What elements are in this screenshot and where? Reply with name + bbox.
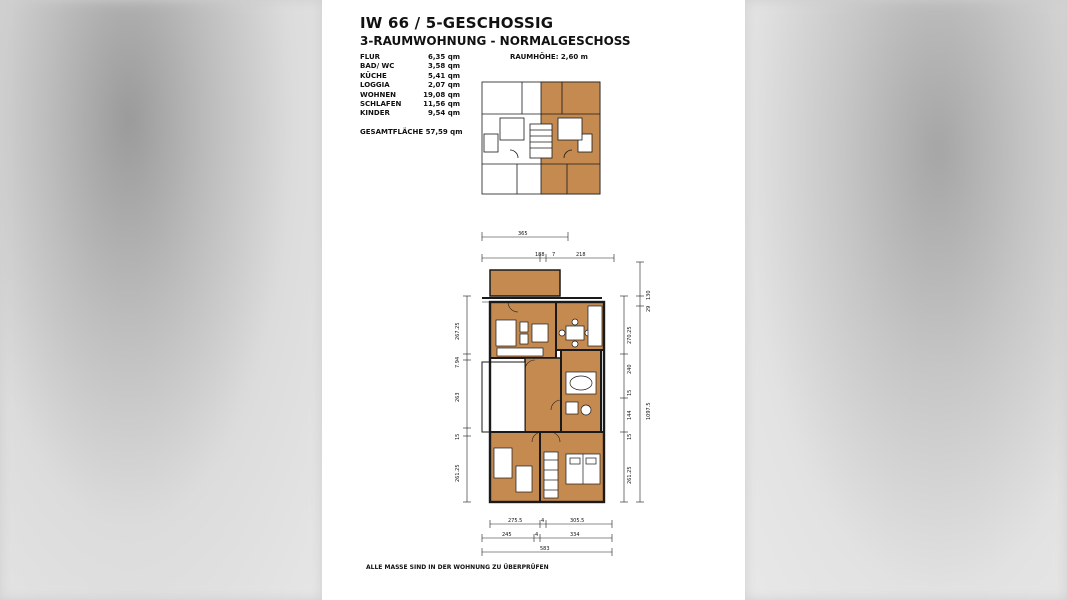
area-label: KÜCHE xyxy=(360,71,387,80)
dim-right-total: 1097.5 xyxy=(646,402,652,420)
dim-bottom1c: 305.5 xyxy=(570,518,585,524)
room-height: RAUMHÖHE: 2,60 m xyxy=(510,53,588,61)
dim-bottom2b: 4 xyxy=(535,532,539,538)
dim-bottom2c: 334 xyxy=(570,532,580,538)
area-label: KINDER xyxy=(360,109,390,118)
area-value: 19,08 qm xyxy=(423,90,460,99)
dim-top2c: 218 xyxy=(576,252,586,258)
page-title: IW 66 / 5-GESCHOSSIG xyxy=(360,14,554,32)
dim-right7: 15 xyxy=(627,433,633,440)
loggia xyxy=(490,270,560,296)
area-label: SCHLAFEN xyxy=(360,100,402,109)
total-area: GESAMTFLÄCHE 57,59 qm xyxy=(360,128,463,136)
dim-left1: 267.25 xyxy=(455,322,461,340)
dim-right2: 29 xyxy=(646,305,652,312)
dim-top2b: 7 xyxy=(552,252,556,258)
room-flur xyxy=(525,358,561,432)
key-plan xyxy=(482,82,600,194)
blurred-background-right xyxy=(745,0,1067,600)
page-subtitle: 3-RAUMWOHNUNG - NORMALGESCHOSS xyxy=(360,34,631,48)
main-plan xyxy=(482,270,604,502)
area-value: 2,07 qm xyxy=(427,81,460,90)
dim-left4: 15 xyxy=(455,433,461,440)
floorplan-drawing xyxy=(322,0,745,600)
area-label: WOHNEN xyxy=(360,90,397,99)
dim-right6: 144 xyxy=(627,410,633,420)
dim-bottom3: 583 xyxy=(540,546,550,552)
area-label: LOGGIA xyxy=(360,81,390,90)
dim-right8: 261.25 xyxy=(627,466,633,484)
area-value: 3,58 qm xyxy=(427,62,460,71)
top-dimensions xyxy=(482,232,614,262)
area-label: BAD/ WC xyxy=(360,62,395,71)
dim-right5: 15 xyxy=(627,389,633,396)
area-value: 6,35 qm xyxy=(427,53,460,61)
dim-right3: 270.25 xyxy=(627,326,633,344)
area-value: 5,41 qm xyxy=(427,71,460,80)
area-label: FLUR xyxy=(360,53,381,61)
dim-left2: 7.94 xyxy=(455,356,461,368)
footnote: ALLE MASSE SIND IN DER WOHNUNG ZU ÜBERPRÜFEN xyxy=(366,564,549,571)
dim-top2a: 188 xyxy=(535,252,545,258)
area-value: 9,54 qm xyxy=(427,109,460,118)
dim-bottom2a: 245 xyxy=(502,532,512,538)
blurred-background-left xyxy=(0,0,322,600)
dim-right1: 130 xyxy=(646,290,652,300)
dim-bottom1a: 275.5 xyxy=(508,518,523,524)
dim-bottom1b: 4 xyxy=(541,518,545,524)
dim-left5: 261.25 xyxy=(455,464,461,482)
dim-right4: 240 xyxy=(627,364,633,374)
area-value: 11,56 qm xyxy=(423,100,460,109)
dim-left3: 263 xyxy=(455,392,461,402)
right-dimensions xyxy=(620,262,644,502)
left-dimensions xyxy=(463,296,471,502)
floorplan-sheet xyxy=(322,0,745,600)
dim-top1: 365 xyxy=(518,231,528,237)
